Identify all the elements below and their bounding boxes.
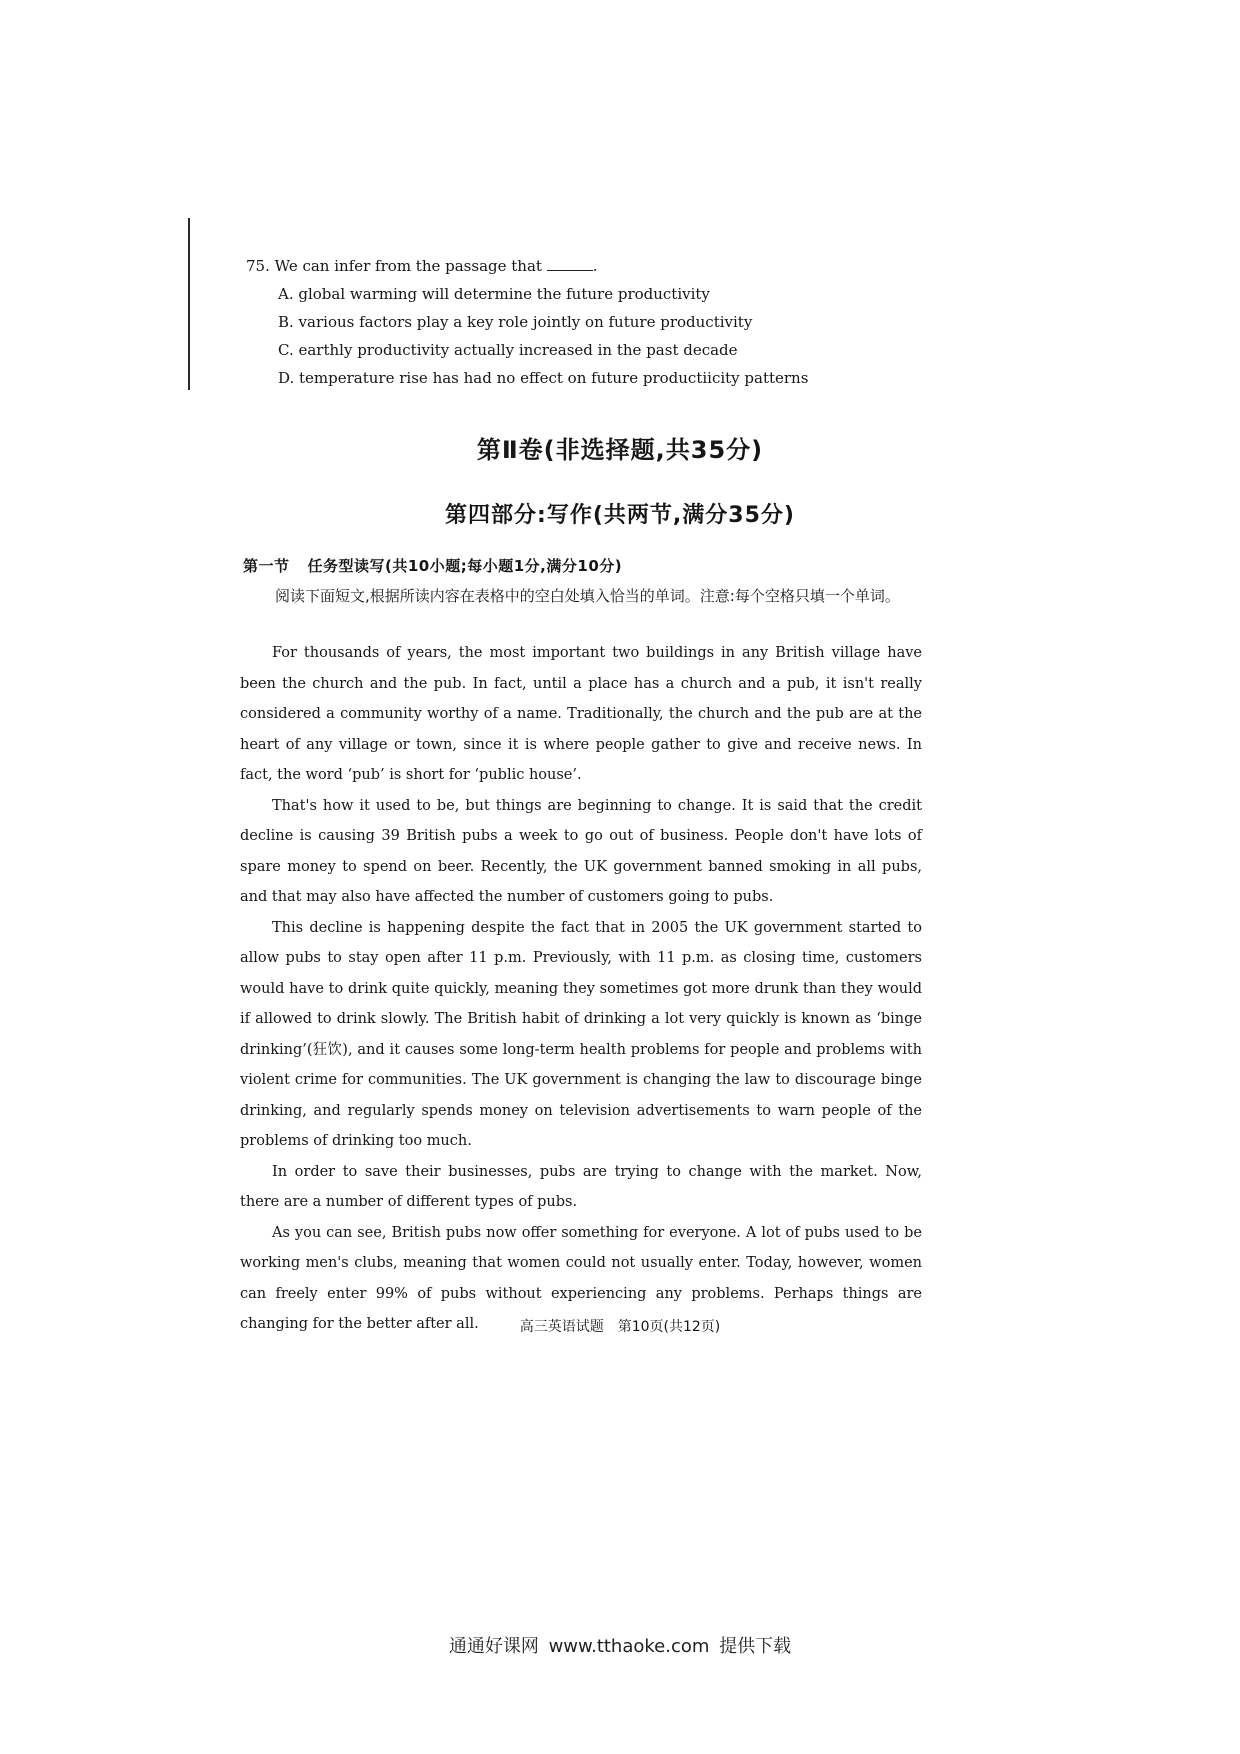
question-stem <box>246 252 886 280</box>
passage-paragraph-3: This decline is happening despite the fact that in 2005 the UK government started to allow pubs to stay open after 11 p.m. Previously, with 11 p.m. as closing time, customers would have to drink quite quickly, meaning they sometimes got more drunk than they would if allowed to drink slowly. The British habit of drinking a lot very quickly is known as ‘binge drinking’(狂饮), and it causes some long-term health problems for people and problems with violent crime for communities. The UK government is changing the law to discourage binge drinking, and regularly spends money on television advertisements to warn people of the problems of drinking too much. <box>240 919 922 1149</box>
passage-paragraph-2: That's how it used to be, but things are beginning to change. It is said that the credit decline is causing 39 British pubs a week to go out of business. People don't have lots of spare money to spend on beer. Recently, the UK government banned smoking in all pubs, and that may also have affected the number of customers going to pubs. <box>240 797 922 905</box>
question-stem-text: 75. We can infer from the passage that <box>246 257 542 275</box>
question-75 <box>246 252 886 392</box>
option-b: B. various factors play a key role jointly on future productivity <box>278 313 753 331</box>
footer-page-number: 第10页(共12页) <box>617 1319 721 1335</box>
volume-title: 第Ⅱ卷(非选择题,共35分) <box>476 436 764 464</box>
page-footer <box>0 1316 1240 1336</box>
option-a: A. global warming will determine the future productivity <box>278 285 710 303</box>
margin-rule <box>188 218 190 390</box>
section-number: 第一节 <box>243 557 290 575</box>
passage-paragraph-5: As you can see, British pubs now offer something for everyone. A lot of pubs used to be working men's clubs, meaning that women could not usually enter. Today, however, women can freely enter 99% of pubs without experiencing any problems. Perhaps things are changing for the better after all. <box>240 1224 922 1332</box>
answer-blank <box>547 256 593 271</box>
section-title: 任务型读写(共10小题;每小题1分,满分10分) <box>307 557 623 575</box>
passage-paragraph-1: For thousands of years, the most important two buildings in any British village have been the church and the pub. In fact, until a place has a church and a pub, it isn't really considered a community worthy of a name. Traditionally, the church and the pub are at the heart of any village or town, since it is where people gather to give and receive news. In fact, the word ‘pub’ is short for ‘public house’. <box>240 645 922 783</box>
passage-paragraph-4: In order to save their businesses, pubs are trying to change with the market. Now, there are a number of different types of pubs. <box>240 1163 922 1210</box>
part-title: 第四部分:写作(共两节,满分35分) <box>445 503 795 528</box>
section-heading <box>243 555 622 576</box>
instruction-text: 阅读下面短文,根据所读内容在表格中的空白处填入恰当的单词。注意:每个空格只填一个单词。 <box>275 587 900 605</box>
option-list <box>246 280 886 392</box>
download-watermark: 通通好课网 www.tthaoke.com 提供下载 <box>448 1636 792 1657</box>
option-d: D. temperature rise has had no effect on future productiicity patterns <box>278 369 809 387</box>
question-stem-end: . <box>592 257 598 275</box>
footer-subject: 高三英语试题 <box>519 1319 604 1335</box>
option-c: C. earthly productivity actually increased in the past decade <box>278 341 738 359</box>
reading-passage <box>240 638 922 1340</box>
